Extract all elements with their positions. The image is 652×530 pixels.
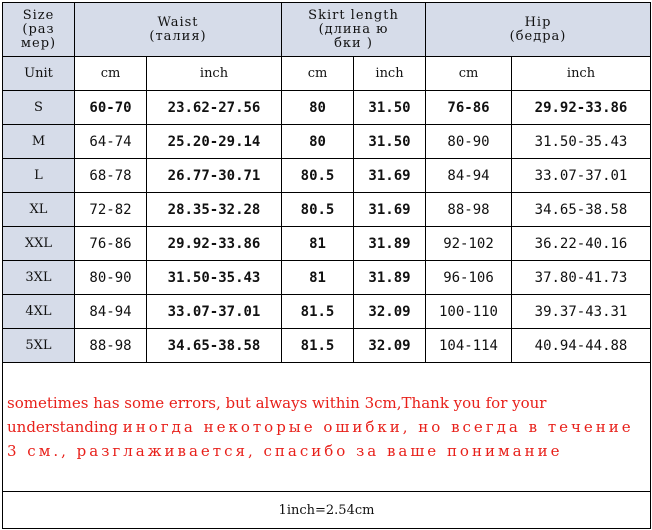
waist-cm-unit: cm <box>75 57 147 91</box>
hip-cm-cell: 104-114 <box>426 329 512 363</box>
waist-cm-cell: 88-98 <box>75 329 147 363</box>
hip-cm-cell: 96-106 <box>426 261 512 295</box>
size-cell: 5XL <box>3 329 75 363</box>
notice-row <box>3 363 651 492</box>
notice-text <box>3 363 651 492</box>
size-cell: M <box>3 125 75 159</box>
table-row <box>3 91 651 125</box>
unit-row <box>3 57 651 91</box>
skirt-inch-cell: 31.89 <box>354 261 426 295</box>
skirt-cm-cell: 80.5 <box>282 159 354 193</box>
hip-cm-cell: 80-90 <box>426 125 512 159</box>
waist-inch-cell: 25.20-29.14 <box>147 125 282 159</box>
skirt-length-header: Skirt length (длина ю бки ) <box>282 3 426 57</box>
skirt-inch-cell: 31.69 <box>354 159 426 193</box>
hip-inch-cell: 40.94-44.88 <box>512 329 651 363</box>
size-table <box>2 2 651 529</box>
notice-russian: иногда некоторые ошибки, но всегда в течение 3 см., разглаживается, спасибо за ваше понимание <box>7 418 634 460</box>
skirt-inch-cell: 32.09 <box>354 295 426 329</box>
skirt-inch-cell: 31.89 <box>354 227 426 261</box>
waist-cm-cell: 68-78 <box>75 159 147 193</box>
unit-label: Unit <box>3 57 75 91</box>
skirt-cm-cell: 80 <box>282 125 354 159</box>
skirt-inch-unit: inch <box>354 57 426 91</box>
inch-conversion-note: 1inch=2.54cm <box>3 492 651 529</box>
hip-inch-cell: 39.37-43.31 <box>512 295 651 329</box>
size-header: Size (раз мер) <box>3 3 75 57</box>
waist-inch-unit: inch <box>147 57 282 91</box>
table-row <box>3 261 651 295</box>
skirt-cm-cell: 80 <box>282 91 354 125</box>
waist-cm-cell: 60-70 <box>75 91 147 125</box>
skirt-inch-cell: 31.50 <box>354 125 426 159</box>
hip-cm-unit: cm <box>426 57 512 91</box>
waist-inch-cell: 26.77-30.71 <box>147 159 282 193</box>
waist-inch-cell: 33.07-37.01 <box>147 295 282 329</box>
hip-inch-cell: 37.80-41.73 <box>512 261 651 295</box>
skirt-cm-cell: 81 <box>282 227 354 261</box>
table-row <box>3 295 651 329</box>
skirt-cm-cell: 81.5 <box>282 329 354 363</box>
skirt-inch-cell: 32.09 <box>354 329 426 363</box>
waist-inch-cell: 34.65-38.58 <box>147 329 282 363</box>
size-cell: 4XL <box>3 295 75 329</box>
waist-inch-cell: 29.92-33.86 <box>147 227 282 261</box>
waist-header: Waist (талия) <box>75 3 282 57</box>
waist-cm-cell: 72-82 <box>75 193 147 227</box>
hip-cm-cell: 92-102 <box>426 227 512 261</box>
hip-inch-cell: 29.92-33.86 <box>512 91 651 125</box>
size-cell: XXL <box>3 227 75 261</box>
hip-cm-cell: 88-98 <box>426 193 512 227</box>
hip-inch-cell: 36.22-40.16 <box>512 227 651 261</box>
skirt-inch-cell: 31.50 <box>354 91 426 125</box>
hip-cm-cell: 76-86 <box>426 91 512 125</box>
table-row <box>3 329 651 363</box>
size-cell: 3XL <box>3 261 75 295</box>
table-row <box>3 159 651 193</box>
size-cell: L <box>3 159 75 193</box>
waist-inch-cell: 23.62-27.56 <box>147 91 282 125</box>
hip-inch-cell: 31.50-35.43 <box>512 125 651 159</box>
skirt-cm-cell: 80.5 <box>282 193 354 227</box>
table-row <box>3 193 651 227</box>
notice-english: sometimes has some errors, but always within 3cm,Thank you for your understanding <box>7 394 547 436</box>
size-chart <box>2 2 650 529</box>
hip-inch-cell: 33.07-37.01 <box>512 159 651 193</box>
hip-inch-cell: 34.65-38.58 <box>512 193 651 227</box>
waist-cm-cell: 76-86 <box>75 227 147 261</box>
hip-cm-cell: 84-94 <box>426 159 512 193</box>
waist-inch-cell: 31.50-35.43 <box>147 261 282 295</box>
waist-inch-cell: 28.35-32.28 <box>147 193 282 227</box>
hip-inch-unit: inch <box>512 57 651 91</box>
footer-row <box>3 492 651 529</box>
size-cell: S <box>3 91 75 125</box>
header-row <box>3 3 651 57</box>
skirt-inch-cell: 31.69 <box>354 193 426 227</box>
skirt-cm-unit: cm <box>282 57 354 91</box>
size-cell: XL <box>3 193 75 227</box>
hip-cm-cell: 100-110 <box>426 295 512 329</box>
hip-header: Hip (бедра) <box>426 3 651 57</box>
waist-cm-cell: 64-74 <box>75 125 147 159</box>
waist-cm-cell: 84-94 <box>75 295 147 329</box>
skirt-cm-cell: 81 <box>282 261 354 295</box>
table-row <box>3 125 651 159</box>
table-row <box>3 227 651 261</box>
skirt-cm-cell: 81.5 <box>282 295 354 329</box>
waist-cm-cell: 80-90 <box>75 261 147 295</box>
